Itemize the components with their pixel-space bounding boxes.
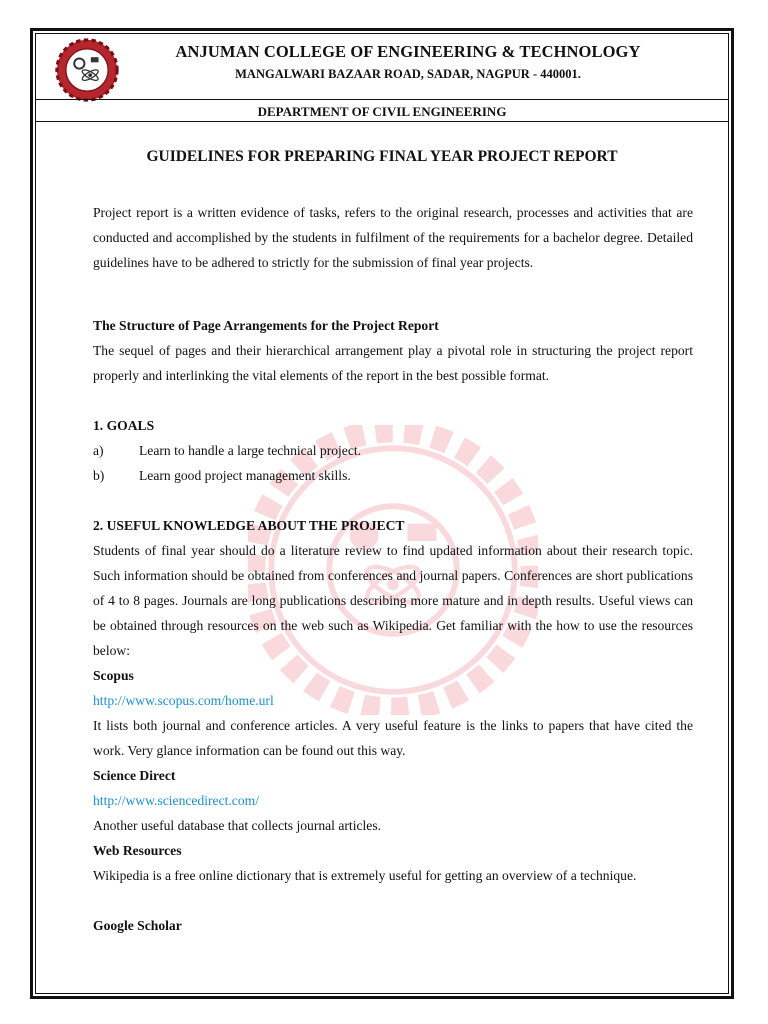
document-title: GUIDELINES FOR PREPARING FINAL YEAR PROJECT REPORT (146, 148, 618, 165)
list-item: b) Learn good project management skills. (93, 468, 351, 483)
structure-heading: The Structure of Page Arrangements for the Project Report (93, 318, 439, 333)
knowledge-paragraph: Students of final year should do a literature review to find updated information about their research topic. Such information should be obtained from conferences and journal papers. Conferences are short publications of 4 to 8 pages. Journals are long publications describing more mature and in depth results. Useful views can be obtained through resources on the web such as Wikipedia. Get familiar with the how to use the resources below: (93, 543, 693, 658)
department-name: DEPARTMENT OF CIVIL ENGINEERING (257, 104, 507, 119)
structure-paragraph: The sequel of pages and their hierarchical arrangement play a pivotal role in structuring the project report properly and interlinking the vital elements of the report in the best possible format. (93, 343, 693, 383)
college-address: MANGALWARI BAZAAR ROAD, SADAR, NAGPUR - 440001. (235, 67, 581, 81)
header-divider-bottom (35, 121, 729, 122)
scopus-link[interactable]: http://www.scopus.com/home.url (93, 693, 274, 708)
goals-heading: 1. GOALS (93, 418, 155, 433)
sciencedirect-link[interactable]: http://www.sciencedirect.com/ (93, 793, 259, 808)
resource-scopus-name: Scopus (93, 668, 134, 683)
resource-web-name: Web Resources (93, 843, 182, 858)
knowledge-heading: 2. USEFUL KNOWLEDGE ABOUT THE PROJECT (93, 518, 405, 533)
header-divider-top (35, 99, 729, 100)
google-scholar-heading: Google Scholar (93, 918, 182, 933)
list-item: a) Learn to handle a large technical project. (93, 443, 362, 458)
resource-sciencedirect-name: Science Direct (93, 768, 176, 783)
college-logo-icon (55, 38, 119, 102)
resource-sciencedirect-desc: Another useful database that collects journal articles. (93, 818, 382, 833)
resource-web-desc: Wikipedia is a free online dictionary that is extremely useful for getting an overview of a technique. (93, 868, 637, 883)
goals-list (93, 438, 693, 488)
intro-paragraph: Project report is a written evidence of tasks, refers to the original research, processes and activities that are conducted and accomplished by the students in fulfilment of the requirements for a bachelor degree. Detailed guidelines have to be adhered to strictly for the submission of final year projects. (93, 205, 693, 270)
document-body (93, 200, 693, 938)
resource-scopus-desc: It lists both journal and conference articles. A very useful feature is the links to papers that have cited the work. Very glance information can be found out this way. (93, 718, 693, 758)
college-name: ANJUMAN COLLEGE OF ENGINEERING & TECHNOLOGY (175, 42, 641, 61)
